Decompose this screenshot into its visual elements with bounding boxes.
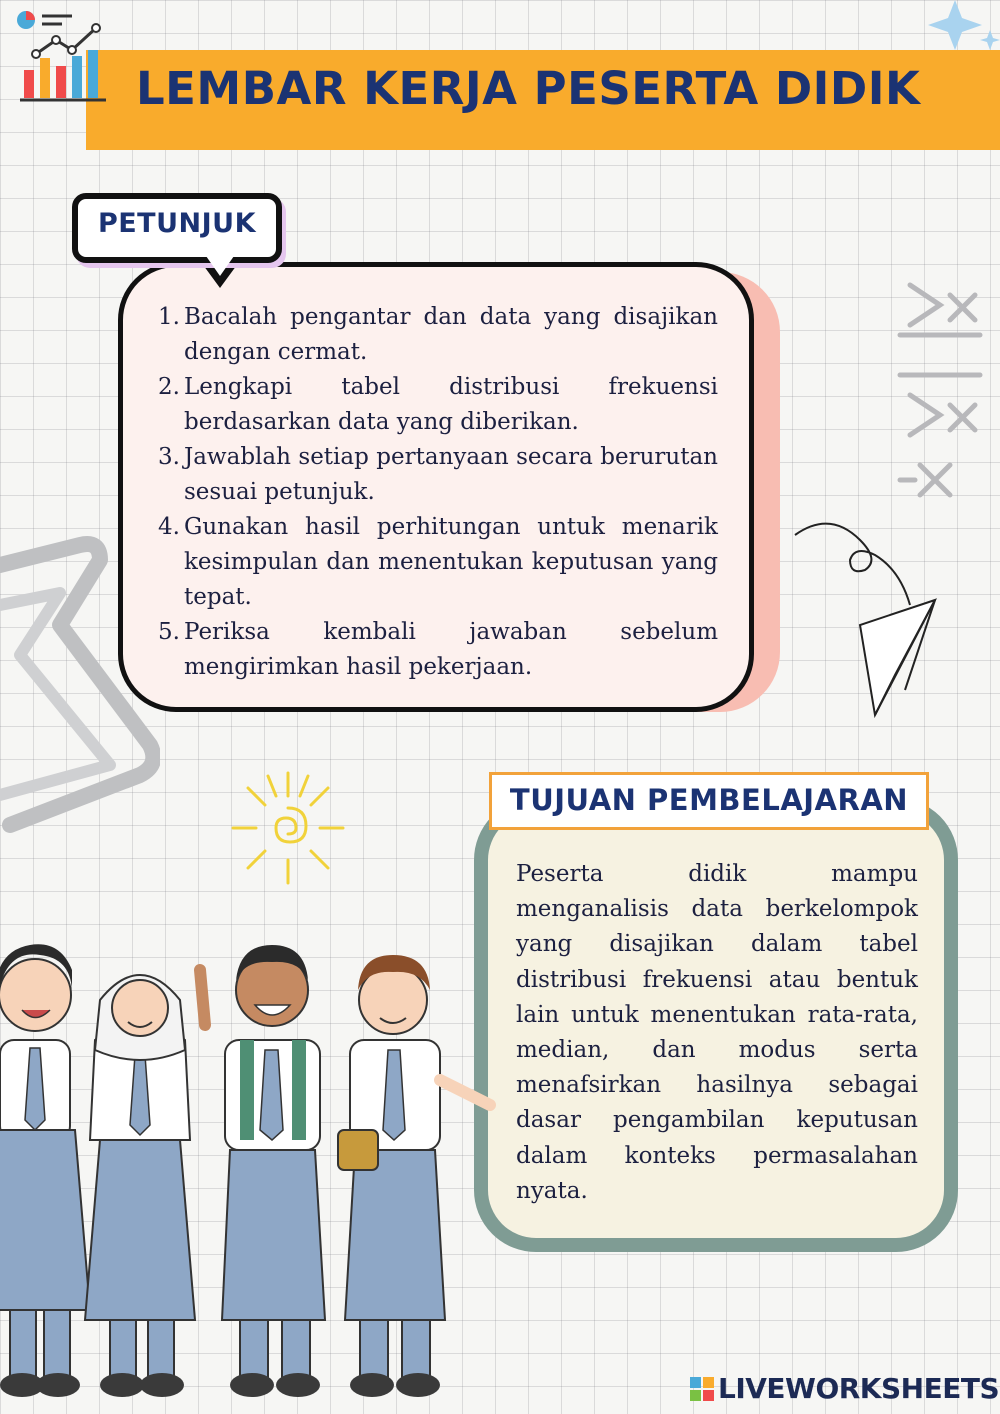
petunjuk-list — [158, 300, 718, 685]
page-title: LEMBAR KERJA PESERTA DIDIK — [136, 62, 921, 115]
speech-bubble-tail-inner — [206, 256, 234, 276]
petunjuk-heading: PETUNJUK — [97, 208, 257, 239]
tujuan-text: Peserta didik mampu menganalisis data berkelompok yang disajikan dalam tabel distribusi frekuensi atau bentuk lain untuk menentukan rata-rata, median, dan modus serta menafsirkan hasilnya sebagai dasar pengambilan keputusan dalam konteks permasalahan nyata. — [516, 861, 918, 1204]
student-figure — [85, 975, 195, 1397]
list-item: 1. Bacalah pengantar dan data yang disajikan dengan cermat. — [158, 304, 718, 365]
liveworksheets-logo-icon — [690, 1377, 714, 1401]
tujuan-heading: TUJUAN PEMBELAJARAN — [509, 783, 909, 817]
students-illustration — [0, 930, 500, 1414]
sparkle-icon — [910, 0, 1000, 55]
list-item: 5. Periksa kembali jawaban sebelum mengirimkan hasil pekerjaan. — [158, 619, 718, 680]
list-item: 2. Lengkapi tabel distribusi frekuensi berdasarkan data yang diberikan. — [158, 374, 718, 435]
bar-chart-icon — [14, 6, 114, 106]
brand-name: LIVEWORKSHEETS — [718, 1372, 1000, 1405]
list-item: 4. Gunakan hasil perhitungan untuk menarik kesimpulan dan menentukan keputusan yang tepat. — [158, 514, 718, 610]
paper-plane-icon — [790, 515, 950, 725]
formula-decoration-icon — [880, 265, 990, 505]
student-figure — [200, 945, 325, 1397]
student-figure — [0, 944, 90, 1397]
sun-icon — [228, 768, 348, 888]
list-item: 3. Jawablah setiap pertanyaan secara berurutan sesuai petunjuk. — [158, 444, 718, 505]
student-figure — [338, 955, 490, 1397]
